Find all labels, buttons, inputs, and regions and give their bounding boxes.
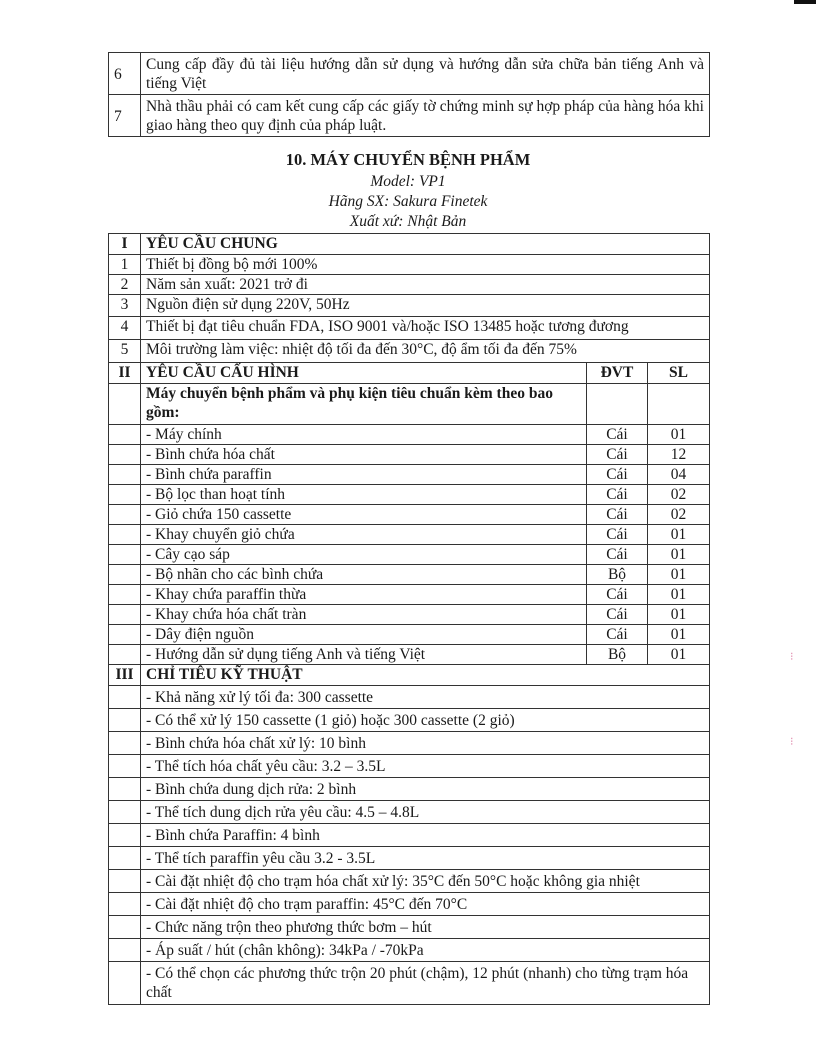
table-row <box>109 255 710 275</box>
empty-cell <box>109 625 141 645</box>
empty-cell <box>109 384 141 425</box>
spec-text: - Thể tích dung dịch rửa yêu cầu: 4.5 – 4.8L <box>141 801 710 824</box>
stamp-mark: ⁝ <box>790 736 794 748</box>
row-number: 3 <box>109 295 141 317</box>
table-row <box>109 445 710 465</box>
table-row <box>109 505 710 525</box>
empty-cell <box>109 778 141 801</box>
item-name: - Giỏ chứa 150 cassette <box>141 505 587 525</box>
item-name: - Bộ nhãn cho các bình chứa <box>141 565 587 585</box>
spec-text: - Bình chứa dung dịch rửa: 2 bình <box>141 778 710 801</box>
table-row <box>109 340 710 363</box>
table-row <box>109 95 710 137</box>
row-number: 7 <box>109 95 141 137</box>
empty-cell <box>109 565 141 585</box>
empty-cell <box>109 605 141 625</box>
table-row <box>109 870 710 893</box>
intro-text: Máy chuyển bệnh phẩm và phụ kiện tiêu chuẩn kèm theo bao gồm: <box>141 384 587 425</box>
empty-cell <box>109 709 141 732</box>
row-number: 2 <box>109 275 141 295</box>
empty-cell <box>109 801 141 824</box>
empty-cell <box>109 755 141 778</box>
table-row <box>109 847 710 870</box>
intro-row <box>109 384 710 425</box>
item-unit: Cái <box>586 625 647 645</box>
row-number: 1 <box>109 255 141 275</box>
table-row <box>109 525 710 545</box>
previous-requirements-table <box>108 52 710 137</box>
table-row <box>109 686 710 709</box>
row-text: Năm sản xuất: 2021 trở đi <box>141 275 710 295</box>
section-heading: YÊU CẦU CẤU HÌNH <box>141 363 587 384</box>
spec-text: - Cài đặt nhiệt độ cho trạm hóa chất xử lý: 35°C đến 50°C hoặc không gia nhiệt <box>141 870 710 893</box>
item-unit: Bộ <box>586 565 647 585</box>
row-number: 6 <box>109 53 141 95</box>
spec-text: - Thể tích hóa chất yêu cầu: 3.2 – 3.5L <box>141 755 710 778</box>
table-row <box>109 755 710 778</box>
item-unit: Cái <box>586 485 647 505</box>
item-name: - Khay chuyển giỏ chứa <box>141 525 587 545</box>
item-unit: Cái <box>586 525 647 545</box>
table-row <box>109 317 710 340</box>
section-title: 10. MÁY CHUYỂN BỆNH PHẨM <box>285 150 531 169</box>
item-unit: Cái <box>586 545 647 565</box>
table-row <box>109 801 710 824</box>
empty-cell <box>109 505 141 525</box>
item-name: - Dây điện nguồn <box>141 625 587 645</box>
spec-text: - Khả năng xử lý tối đa: 300 cassette <box>141 686 710 709</box>
table-row <box>109 824 710 847</box>
spec-text: - Áp suất / hút (chân không): 34kPa / -70kPa <box>141 939 710 962</box>
item-name: - Bộ lọc than hoạt tính <box>141 485 587 505</box>
spec-text: - Chức năng trộn theo phương thức bơm – hút <box>141 916 710 939</box>
empty-cell <box>586 384 647 425</box>
table-row <box>109 585 710 605</box>
item-unit: Bộ <box>586 645 647 665</box>
table-row <box>109 939 710 962</box>
table-row <box>109 645 710 665</box>
section-header-row <box>109 665 710 686</box>
empty-cell <box>109 962 141 1005</box>
row-number: 5 <box>109 340 141 363</box>
item-quantity: 01 <box>647 545 709 565</box>
row-text: Thiết bị đồng bộ mới 100% <box>141 255 710 275</box>
item-quantity: 01 <box>647 525 709 545</box>
item-name: - Cây cạo sáp <box>141 545 587 565</box>
item-name: - Máy chính <box>141 425 587 445</box>
item-quantity: 01 <box>647 425 709 445</box>
item-name: - Khay chứa paraffin thừa <box>141 585 587 605</box>
item-quantity: 01 <box>647 645 709 665</box>
section-number: I <box>109 234 141 255</box>
row-text: Cung cấp đầy đủ tài liệu hướng dẫn sử dụng và hướng dẫn sửa chữa bản tiếng Anh và tiếng Việt <box>141 53 710 95</box>
table-row <box>109 778 710 801</box>
scan-edge-mark <box>794 0 816 4</box>
empty-cell <box>109 425 141 445</box>
table-row <box>109 732 710 755</box>
table-row <box>109 275 710 295</box>
unit-column-header: ĐVT <box>586 363 647 384</box>
section-header-row <box>109 363 710 384</box>
empty-cell <box>109 939 141 962</box>
row-text: Nhà thầu phải có cam kết cung cấp các giấy tờ chứng minh sự hợp pháp của hàng hóa khi giao hàng theo quy định của pháp luật. <box>141 95 710 137</box>
empty-cell <box>109 916 141 939</box>
spec-text: - Có thể xử lý 150 cassette (1 giỏ) hoặc 300 cassette (2 giỏ) <box>141 709 710 732</box>
empty-cell <box>109 585 141 605</box>
table-row <box>109 545 710 565</box>
section-heading: YÊU CẦU CHUNG <box>141 234 710 255</box>
item-quantity: 04 <box>647 465 709 485</box>
empty-cell <box>109 732 141 755</box>
item-unit: Cái <box>586 425 647 445</box>
row-text: Môi trường làm việc: nhiệt độ tối đa đến 30°C, độ ẩm tối đa đến 75% <box>141 340 710 363</box>
table-row <box>109 962 710 1005</box>
section-general <box>109 234 710 363</box>
spec-text: - Bình chứa hóa chất xử lý: 10 bình <box>141 732 710 755</box>
spec-text: - Cài đặt nhiệt độ cho trạm paraffin: 45°C đến 70°C <box>141 893 710 916</box>
spec-text: - Có thể chọn các phương thức trộn 20 phút (chậm), 12 phút (nhanh) cho từng trạm hóa chất <box>141 962 710 1005</box>
model-line: Model: VP1 <box>370 173 446 190</box>
item-name: - Khay chứa hóa chất tràn <box>141 605 587 625</box>
row-text: Nguồn điện sử dụng 220V, 50Hz <box>141 295 710 317</box>
table-row <box>109 485 710 505</box>
item-unit: Cái <box>586 465 647 485</box>
item-quantity: 01 <box>647 565 709 585</box>
spec-text: - Thể tích paraffin yêu cầu 3.2 - 3.5L <box>141 847 710 870</box>
origin-line: Xuất xứ: Nhật Bản <box>349 213 467 230</box>
item-name: - Hướng dẫn sử dụng tiếng Anh và tiếng Việt <box>141 645 587 665</box>
item-quantity: 02 <box>647 485 709 505</box>
item-quantity: 01 <box>647 605 709 625</box>
empty-cell <box>109 465 141 485</box>
empty-cell <box>109 485 141 505</box>
table-row <box>109 709 710 732</box>
spec-text: - Bình chứa Paraffin: 4 bình <box>141 824 710 847</box>
item-name: - Bình chứa paraffin <box>141 465 587 485</box>
empty-cell <box>109 847 141 870</box>
item-unit: Cái <box>586 605 647 625</box>
item-name: - Bình chứa hóa chất <box>141 445 587 465</box>
empty-cell <box>647 384 709 425</box>
table-row <box>109 565 710 585</box>
table-row <box>109 893 710 916</box>
row-text: Thiết bị đạt tiêu chuẩn FDA, ISO 9001 và/hoặc ISO 13485 hoặc tương đương <box>141 317 710 340</box>
stamp-mark: ⁝ <box>790 651 794 663</box>
manufacturer-line: Hãng SX: Sakura Finetek <box>328 193 488 210</box>
section-heading: CHỈ TIÊU KỸ THUẬT <box>141 665 710 686</box>
table-row <box>109 53 710 95</box>
row-number: 4 <box>109 317 141 340</box>
empty-cell <box>109 686 141 709</box>
table-row <box>109 605 710 625</box>
specification-table <box>108 233 710 1005</box>
empty-cell <box>109 824 141 847</box>
section-number: III <box>109 665 141 686</box>
item-unit: Cái <box>586 585 647 605</box>
empty-cell <box>109 445 141 465</box>
empty-cell <box>109 645 141 665</box>
section-technical <box>109 665 710 1005</box>
item-quantity: 01 <box>647 585 709 605</box>
item-unit: Cái <box>586 445 647 465</box>
item-quantity: 01 <box>647 625 709 645</box>
item-quantity: 02 <box>647 505 709 525</box>
item-quantity: 12 <box>647 445 709 465</box>
section-number: II <box>109 363 141 384</box>
item-unit: Cái <box>586 505 647 525</box>
empty-cell <box>109 525 141 545</box>
section-header-row <box>109 234 710 255</box>
section-configuration <box>109 363 710 665</box>
table-row <box>109 465 710 485</box>
empty-cell <box>109 893 141 916</box>
table-row <box>109 625 710 645</box>
quantity-column-header: SL <box>647 363 709 384</box>
table-row <box>109 916 710 939</box>
table-row <box>109 295 710 317</box>
empty-cell <box>109 545 141 565</box>
empty-cell <box>109 870 141 893</box>
table-row <box>109 425 710 445</box>
